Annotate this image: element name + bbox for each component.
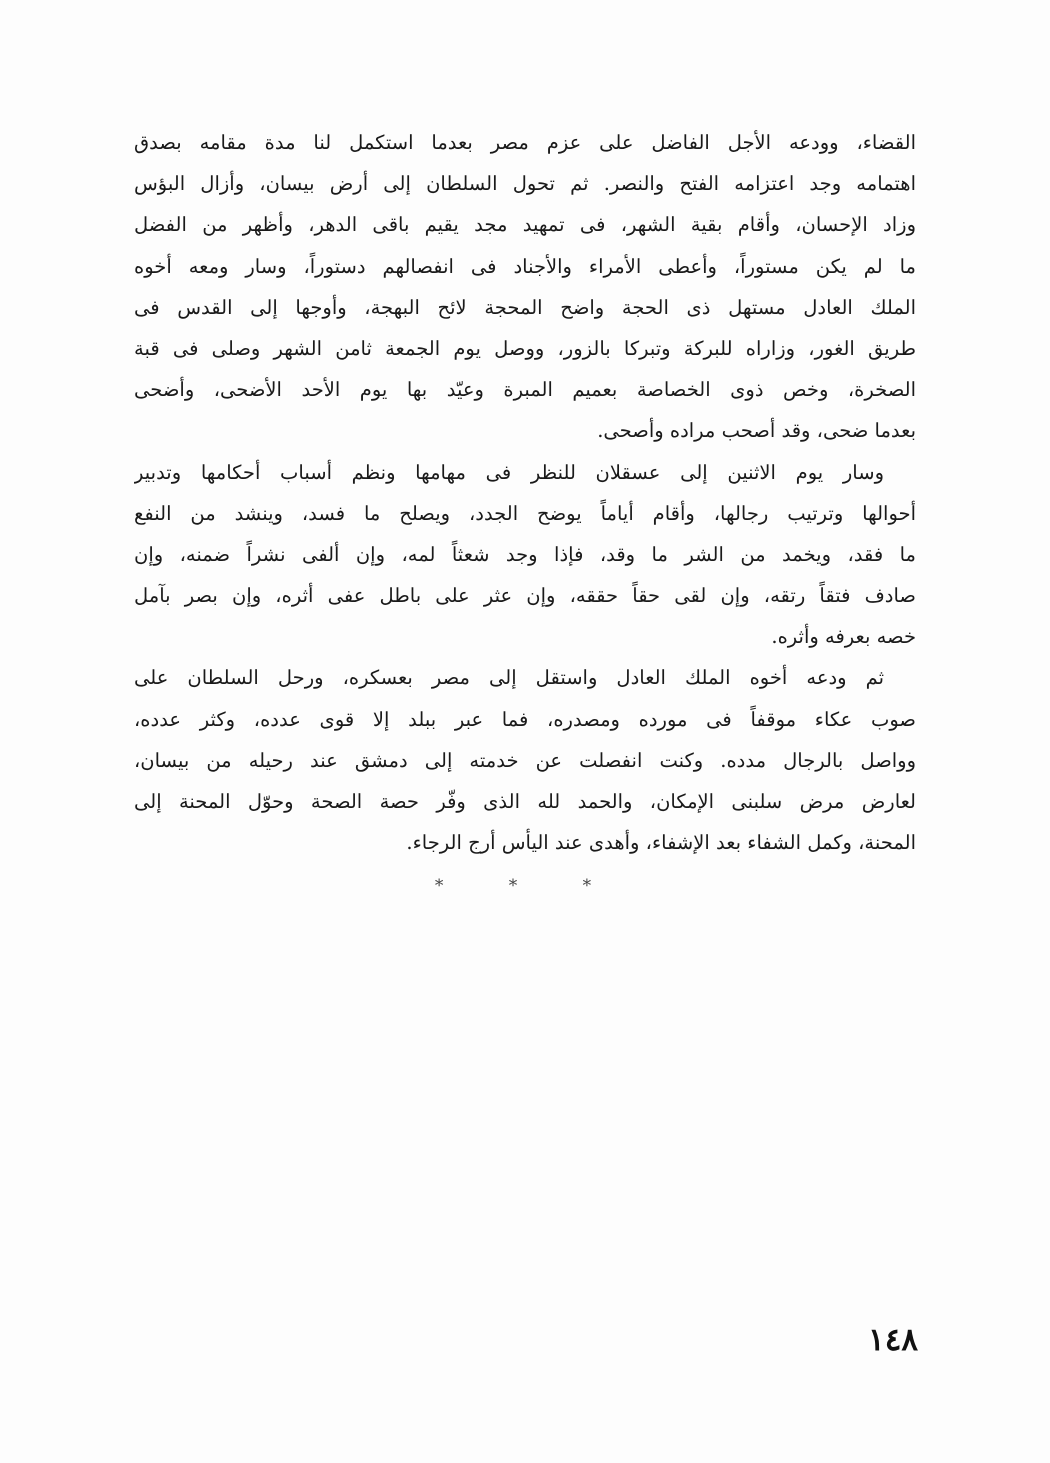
text-line: ثم ودعه أخوه الملك العادل واستقل إلى مصر بعسكره، ورحل السلطان على [134,666,884,690]
text-line: صوب عكاء موقفاً فى مورده ومصدره، فما عبر ببلد إلا قوى عدده، وكثر عدده، [134,707,916,731]
text-line: صادف فتقاً رتقه، وإن لقى حقاً حققه، وإن عثر على باطل عفى أثره، وإن بصر بآمل [134,584,916,608]
text-line: اهتمامه وجد اعتزامه الفتح والنصر. ثم تحول السلطان إلى أرض بيسان، وأزال البؤس [134,172,916,196]
page-number: ١٤٨ [868,1322,918,1358]
text-line: المحنة، وكمل الشفاء بعد الإشفاء، وأهدى عند اليأس أرج الرجاء. [406,831,916,855]
paragraph-1 [134,122,916,452]
paragraph-2 [134,452,916,658]
body-text [134,122,916,863]
text-line: القضاء، وودعه الأجل الفاضل على عزم مصر بعدما استكمل لنا مدة مقامه بصدق [134,131,916,154]
section-separator [0,876,1050,896]
text-line: لعارض مرض سلبنى الإمكان، والحمد لله الذى وفّر حصة الصحة وحوّل المحنة إلى [134,790,916,813]
text-line: الملك العادل مستهل ذى الحجة واضح المحجة لائح البهجة، وأوجها إلى القدس فى [134,295,916,319]
asterisk-ornament: * [582,876,616,896]
text-line: وواصل بالرجال مدده. وكنت انفصلت عن خدمته إلى دمشق عند رحيله من بيسان، [134,748,916,772]
text-line: وزاد الإحسان، وأقام بقية الشهر، فى تمهيد مجد يقيم باقى الدهر، وأظهر من الفضل [134,213,916,237]
asterisk-ornament: * [508,876,542,896]
text-line: طريق الغور، وزاراه للبركة وتبركا بالزور، ووصل يوم الجمعة ثامن الشهر وصلى فى قبة [134,336,916,360]
text-line: أحوالها وترتيب رجالها، وأقام أياماً يوضح الجدد، ويصلح ما فسد، وينشد من النفع [134,501,916,525]
text-line: ما فقد، ويخمد من الشر ما وقد، فإذا وجد شعثاً لمه، وإن ألفى نشراً ضمنه، وإن [134,542,916,566]
text-line: بعدما ضحى، وقد أصحب مراده وأصحى. [597,419,916,443]
text-line: خصه بعرفه وأثره. [771,625,916,649]
asterisk-ornament: * [434,876,468,896]
text-line: ما لم يكن مستوراً، وأعطى الأمراء والأجناد فى انفصالهم دستوراً، وسار ومعه أخوه [134,254,916,278]
paragraph-3 [134,657,916,863]
text-line: الصخرة، وخص ذوى الخصاصة بعميم المبرة وعيّد بها يوم الأحد الأضحى، وأضحى [134,378,916,402]
text-line: وسار يوم الاثنين إلى عسقلان للنظر فى مهامها ونظم أسباب أحكامها وتدبير [134,460,884,484]
